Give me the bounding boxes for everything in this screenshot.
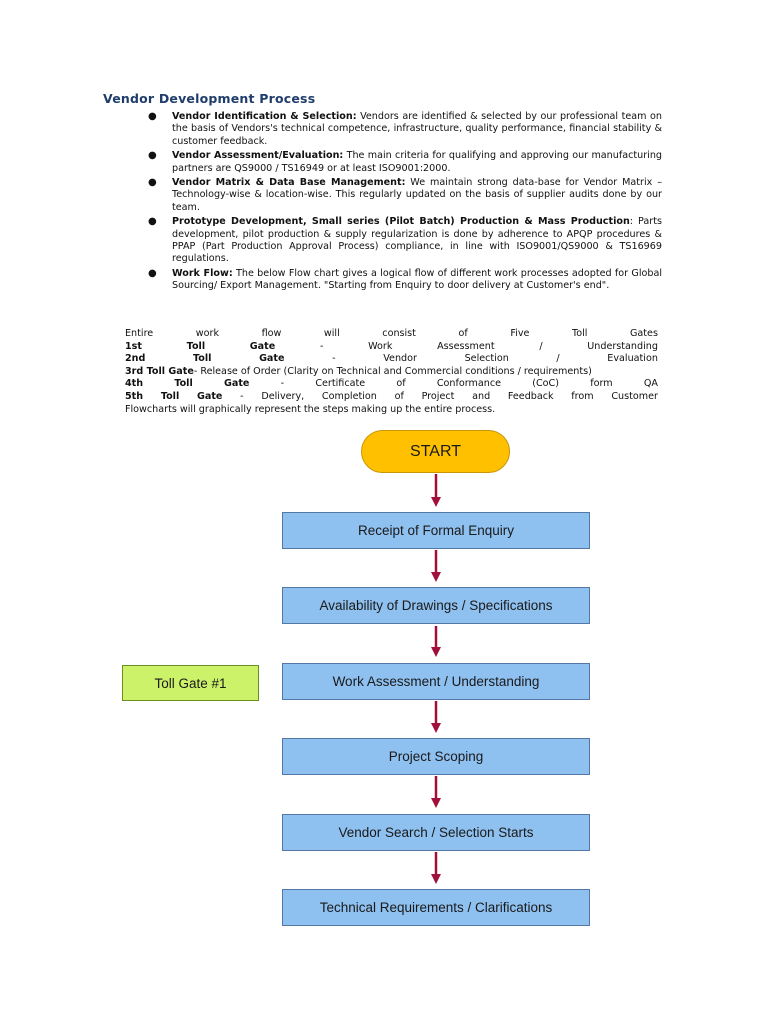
start-node: START xyxy=(361,430,510,473)
word: Five xyxy=(510,328,530,339)
word: Work xyxy=(368,340,393,352)
gate-label: Gate xyxy=(223,378,250,390)
bullet-item xyxy=(148,268,662,293)
gate-label: 5th xyxy=(125,390,144,402)
toll-gates-paragraph xyxy=(125,328,658,416)
word: of xyxy=(458,328,468,339)
word: Completion xyxy=(321,390,377,402)
bullet-item xyxy=(148,150,662,175)
word: Selection xyxy=(464,353,509,365)
gate-label: Gate xyxy=(249,340,276,352)
gates-intro-line xyxy=(125,328,658,341)
word: Toll xyxy=(571,328,588,339)
word: Gates xyxy=(629,328,658,339)
bullet-icon: ● xyxy=(148,150,157,162)
gate-3-line xyxy=(125,366,658,379)
word: Understanding xyxy=(587,340,658,352)
word: Evaluation xyxy=(607,353,658,365)
word: will xyxy=(323,328,340,339)
bullet-title: Work Flow: xyxy=(172,267,233,279)
word: of xyxy=(394,390,404,402)
gates-closing-line xyxy=(125,404,658,417)
word: / xyxy=(556,353,560,365)
word: from xyxy=(571,390,594,402)
gate-label: Gate xyxy=(196,390,223,402)
gate-label: Toll xyxy=(160,390,180,402)
word: work xyxy=(195,328,219,339)
bullet-list xyxy=(148,111,662,295)
word: Feedback xyxy=(507,390,554,402)
gate-label: Toll xyxy=(186,340,206,352)
gate-label: 1st xyxy=(125,340,142,352)
flow-step-drawings-availability: Availability of Drawings / Specifications xyxy=(282,587,590,624)
word: Certificate xyxy=(315,378,366,390)
bullet-text: : Parts development, pilot production & supply regularization is done by adherence to APQP procedures & PPAP (Part Production Approval Process) compliance, in line with ISO9001/QS9000 & TS16969 regulations. xyxy=(172,216,662,265)
bullet-text: The main criteria for qualifying and approving our manufacturing partners are QS9000 / TS16949 or at least ISO9001:2000. xyxy=(172,150,662,174)
word: form xyxy=(590,378,613,390)
page-heading: Vendor Development Process xyxy=(103,91,316,106)
word: QA xyxy=(643,378,658,390)
word: - xyxy=(280,378,285,390)
closing-text: Flowcharts will graphically represent the steps making up the entire process. xyxy=(125,403,496,415)
bullet-title: Prototype Development, Small series (Pilot Batch) Production & Mass Production xyxy=(172,216,630,228)
word: (CoC) xyxy=(532,378,559,390)
flow-step-receipt-of-enquiry: Receipt of Formal Enquiry xyxy=(282,512,590,549)
gate-label: 3rd Toll Gate xyxy=(125,365,194,377)
bullet-icon: ● xyxy=(148,267,157,279)
gate-4-line xyxy=(125,378,658,391)
bullet-icon: ● xyxy=(148,111,157,122)
word: - xyxy=(332,353,336,365)
word: Conformance xyxy=(436,378,502,390)
gate-label: Gate xyxy=(259,353,285,365)
bullet-text: The below Flow chart gives a logical flow of different work processes adopted for Global Sourcing/ Export Management. "Starting from Enquiry to door delivery at Customer's end". xyxy=(172,267,662,292)
gate-1-line xyxy=(125,341,658,354)
flow-step-project-scoping: Project Scoping xyxy=(282,738,590,775)
word: Customer xyxy=(611,390,658,402)
gate-2-line xyxy=(125,353,658,366)
bullet-item xyxy=(148,216,662,266)
bullet-title: Vendor Identification & Selection: xyxy=(172,111,357,122)
bullet-item xyxy=(148,177,662,214)
word: Assessment xyxy=(437,340,495,352)
bullet-icon: ● xyxy=(148,177,157,189)
bullet-icon: ● xyxy=(148,216,157,228)
word: consist xyxy=(382,328,416,339)
gate-label: Toll xyxy=(174,378,193,390)
word: Entire xyxy=(125,328,154,339)
bullet-text: We maintain strong data-base for Vendor Matrix – Technology-wise & location-wise. This regularly updated on the basis of supplier audits done by our team. xyxy=(172,177,663,213)
bullet-text: Vendors are identified & selected by our professional team on the basis of Vendors's technical competence, infrastructure, quality performance, financial stability & customer feedback. xyxy=(172,111,662,147)
flow-step-work-assessment: Work Assessment / Understanding xyxy=(282,663,590,700)
word: Delivery, xyxy=(261,390,305,402)
flow-step-vendor-search: Vendor Search / Selection Starts xyxy=(282,814,590,851)
gate-label: 4th xyxy=(125,378,144,390)
word: Project xyxy=(421,390,455,402)
gate-label: 2nd xyxy=(125,353,146,365)
flow-step-technical-requirements: Technical Requirements / Clarifications xyxy=(282,889,590,926)
gate-text: - Release of Order (Clarity on Technical and Commercial conditions / requirements) xyxy=(193,365,592,377)
bullet-item xyxy=(148,111,662,148)
toll-gate-1-label: Toll Gate #1 xyxy=(122,665,259,701)
word: and xyxy=(472,390,491,402)
gate-label: Toll xyxy=(193,353,212,365)
bullet-title: Vendor Assessment/Evaluation: xyxy=(172,150,344,162)
word: Vendor xyxy=(383,353,417,365)
word: / xyxy=(539,340,543,352)
word: - xyxy=(240,390,244,402)
word: of xyxy=(396,378,406,390)
gate-5-line xyxy=(125,391,658,404)
bullet-title: Vendor Matrix & Data Base Management: xyxy=(172,177,406,189)
word: flow xyxy=(261,328,282,339)
word: - xyxy=(319,340,324,352)
